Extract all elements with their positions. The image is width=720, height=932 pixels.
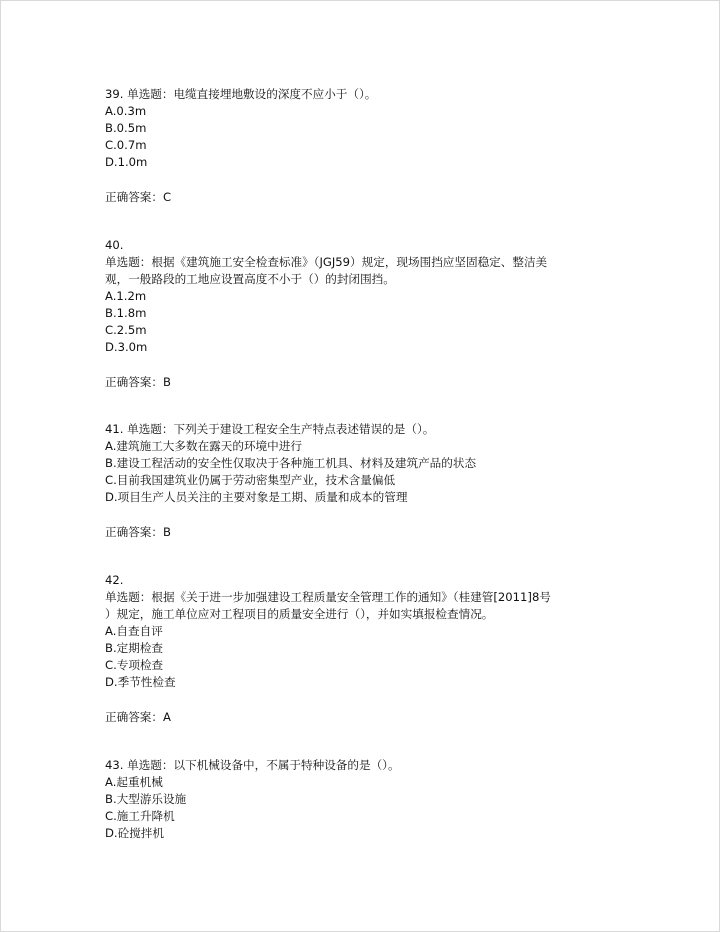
option-d: D.3.0m [105, 340, 148, 354]
option-a: A.建筑施工大多数在露天的环境中进行 [105, 439, 302, 453]
option-a: A.自查自评 [105, 624, 163, 638]
question-42 [105, 572, 625, 726]
question-stem: 43. 单选题：以下机械设备中，不属于特种设备的是（）。 [105, 758, 400, 772]
question-stem: 单选题：根据《关于进一步加强建设工程质量安全管理工作的通知》（桂建管[2011]8号 [105, 590, 551, 604]
correct-answer: 正确答案：B [105, 525, 171, 539]
option-d: D.砼搅拌机 [105, 826, 164, 840]
option-d: D.1.0m [105, 155, 148, 169]
option-a: A.1.2m [105, 289, 147, 303]
question-stem: 39. 单选题：电缆直接埋地敷设的深度不应小于（）。 [105, 87, 377, 101]
correct-answer: 正确答案：B [105, 375, 171, 389]
question-stem-continued: ）规定，施工单位应对工程项目的质量安全进行（），并如实填报检查情况。 [105, 607, 494, 621]
question-41 [105, 421, 625, 541]
option-b: B.大型游乐设施 [105, 792, 187, 806]
question-43 [105, 757, 625, 842]
correct-answer: 正确答案：C [105, 190, 172, 204]
option-a: A.起重机械 [105, 775, 163, 789]
option-b: B.建设工程活动的安全性仅取决于各种施工机具、材料及建筑产品的状态 [105, 456, 477, 470]
question-39 [105, 86, 625, 206]
question-number: 40. [105, 238, 124, 252]
option-b: B.1.8m [105, 306, 147, 320]
question-stem-continued: 观，一般路段的工地应设置高度不小于（）的封闭围挡。 [105, 272, 395, 286]
option-c: C.2.5m [105, 323, 147, 337]
option-c: C.施工升降机 [105, 809, 175, 823]
option-c: C.0.7m [105, 138, 147, 152]
option-c: C.目前我国建筑业仍属于劳动密集型产业，技术含量偏低 [105, 473, 396, 487]
option-b: B.0.5m [105, 121, 147, 135]
option-d: D.项目生产人员关注的主要对象是工期、质量和成本的管理 [105, 490, 408, 504]
question-stem: 单选题：根据《建筑施工安全检查标准》（JGJ59）规定，现场围挡应坚固稳定、整洁美 [105, 255, 548, 269]
question-stem: 41. 单选题：下列关于建设工程安全生产特点表述错误的是（）。 [105, 422, 435, 436]
correct-answer: 正确答案：A [105, 710, 171, 724]
option-a: A.0.3m [105, 104, 147, 118]
option-b: B.定期检查 [105, 641, 164, 655]
question-number: 42. [105, 573, 124, 587]
question-40 [105, 237, 625, 391]
option-d: D.季节性检查 [105, 675, 176, 689]
option-c: C.专项检查 [105, 658, 164, 672]
